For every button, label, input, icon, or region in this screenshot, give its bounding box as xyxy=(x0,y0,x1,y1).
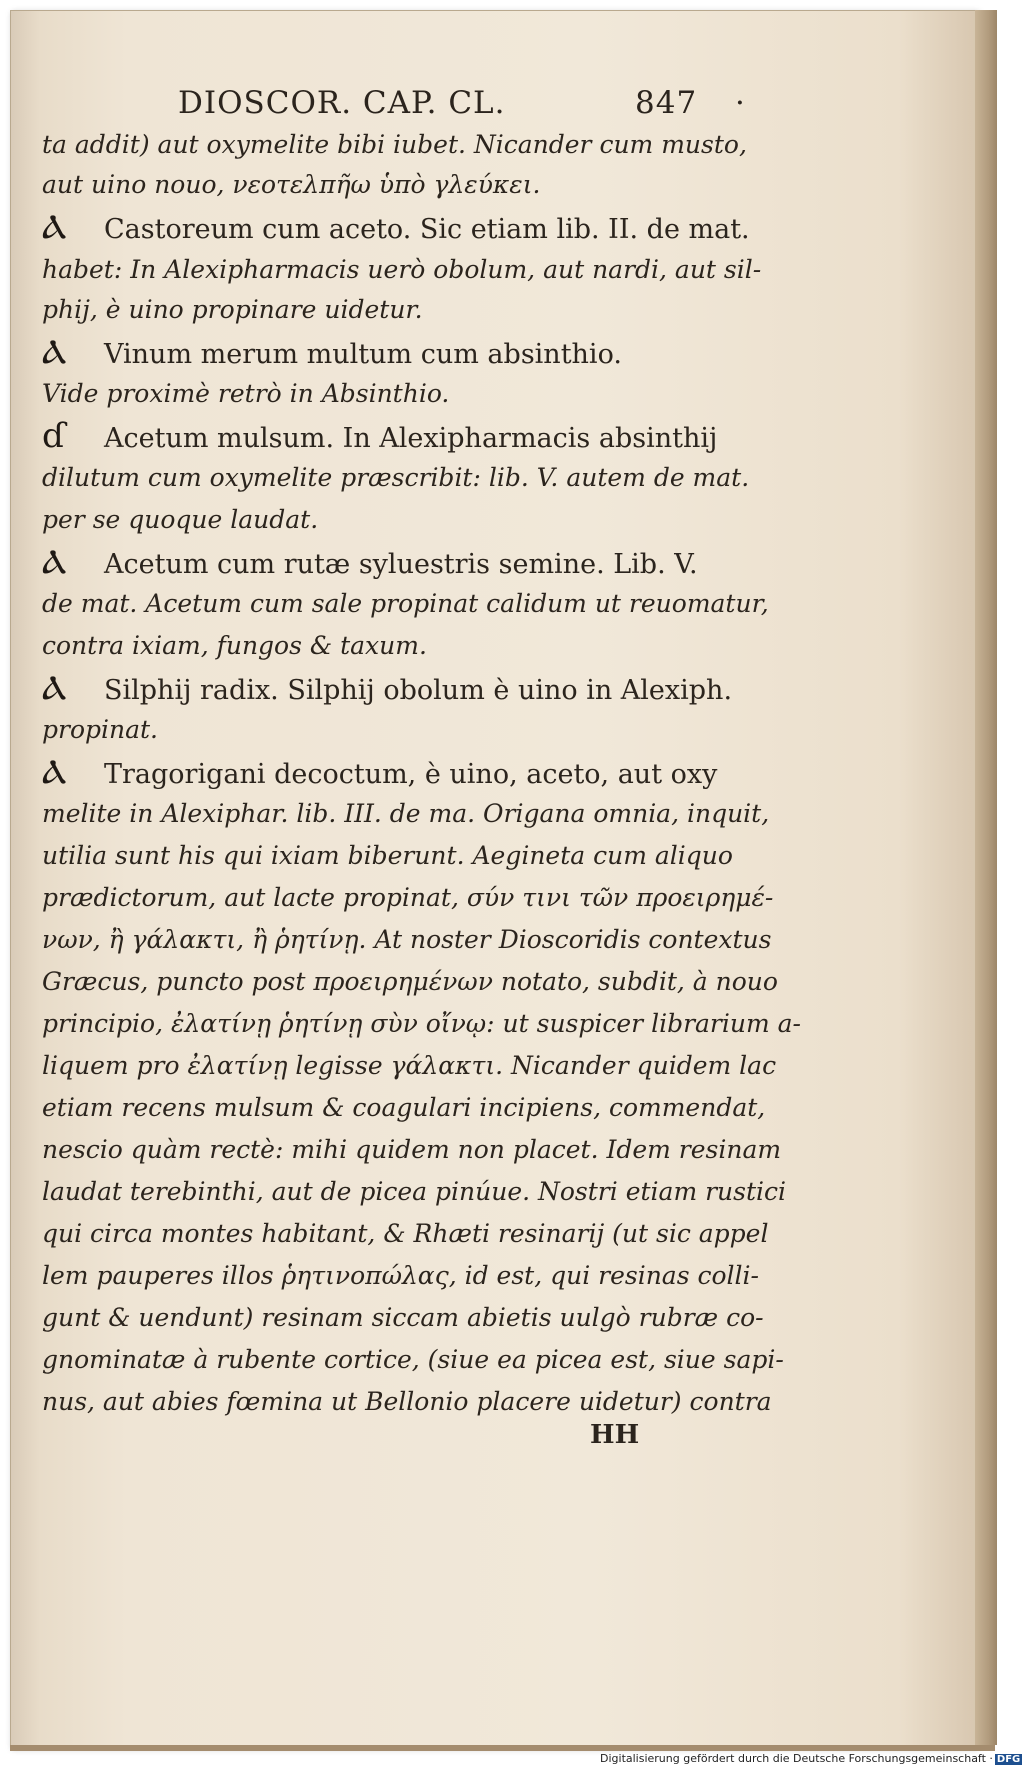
text-line: lem pauperes illos ῥητινοπώλας, id est, qui resinas colli- xyxy=(42,1261,759,1290)
text-line: Græcus, puncto post προειρημένων notato, subdit, à nouo xyxy=(42,967,778,996)
text-line: propinat. xyxy=(42,715,159,744)
entry-vinum: Ⲁ Vinum merum multum cum absinthio. xyxy=(42,332,622,372)
dfg-logo: DFG xyxy=(996,1754,1021,1765)
text-line: gunt & uendunt) resinam siccam abietis uulgò rubræ co- xyxy=(42,1303,764,1332)
text-line: prædictorum, aut lacte propinat, σύν τινι τῶν προειρημέ- xyxy=(42,883,774,912)
digitization-footer xyxy=(600,1752,1021,1768)
paragraph-mark-icon: Ⲁ xyxy=(42,668,67,708)
page-number: 847 xyxy=(635,85,698,121)
page-edge-bottom xyxy=(10,1745,995,1751)
paragraph-mark-icon: Ⲁ xyxy=(42,207,67,247)
text-line: Vide proximè retrò in Absinthio. xyxy=(42,379,450,408)
text-line: per se quoque laudat. xyxy=(42,505,319,534)
entry-acetum-mulsum: ɗ Acetum mulsum. In Alexipharmacis absinthij xyxy=(42,416,718,456)
page-edge-right xyxy=(975,10,997,1745)
text-line: aut uino nouo, νεοτελπῆω ὑπὸ γλεύκει. xyxy=(42,170,541,199)
entry-silphium: Ⲁ Silphij radix. Silphij obolum è uino in Alexiph. xyxy=(42,668,733,708)
text-line: qui circa montes habitant, & Rhæti resinarij (ut sic appel xyxy=(42,1219,769,1248)
paragraph-mark-icon: ɗ xyxy=(42,416,66,456)
text-line: de mat. Acetum cum sale propinat calidum ut reuomatur, xyxy=(42,589,769,618)
text-line: νων, ἢ γάλακτι, ἢ ῥητίνῃ. At noster Dioscoridis contextus xyxy=(42,925,772,954)
text-line: nescio quàm rectè: mihi quidem non placet. Idem resinam xyxy=(42,1135,782,1164)
text-line: melite in Alexiphar. lib. III. de ma. Origana omnia, inquit, xyxy=(42,799,770,828)
text-line: dilutum cum oxymelite præscribit: lib. V. autem de mat. xyxy=(42,463,750,492)
paragraph-mark-icon: Ⲁ xyxy=(42,752,67,792)
entry-castoreum: Ⲁ Castoreum cum aceto. Sic etiam lib. II. de mat. xyxy=(42,207,750,247)
catchword: HH xyxy=(590,1420,640,1450)
text-line: contra ixiam, fungos & taxum. xyxy=(42,631,427,660)
text-line: liquem pro ἐλατίνῃ legisse γάλακτι. Nicander quidem lac xyxy=(42,1051,777,1080)
entry-tragoriganum: Ⲁ Tragorigani decoctum, è uino, aceto, aut oxy xyxy=(42,752,718,792)
text-line: phij, è uino propinare uidetur. xyxy=(42,295,423,324)
text-line: etiam recens mulsum & coagulari incipiens, commendat, xyxy=(42,1093,766,1122)
text-line: nus, aut abies fœmina ut Bellonio placere uidetur) contra xyxy=(42,1387,772,1416)
text-line: ta addit) aut oxymelite bibi iubet. Nicander cum musto, xyxy=(42,130,747,159)
paragraph-mark-icon: Ⲁ xyxy=(42,332,67,372)
entry-acetum-ruta: Ⲁ Acetum cum rutæ syluestris semine. Lib. V. xyxy=(42,542,698,582)
text-line: laudat terebinthi, aut de picea pinúue. Nostri etiam rustici xyxy=(42,1177,787,1206)
running-head: DIOSCOR. CAP. CL. xyxy=(178,85,506,121)
text-line: utilia sunt his qui ixiam biberunt. Aegineta cum aliquo xyxy=(42,841,733,870)
text-line: gnominatæ à rubente cortice, (siue ea picea est, siue sapi- xyxy=(42,1345,784,1374)
paragraph-mark-icon: Ⲁ xyxy=(42,542,67,582)
text-line: principio, ἐλατίνῃ ῥητίνῃ σὺν οἴνῳ: ut suspicer librarium a- xyxy=(42,1009,801,1038)
text-line: habet: In Alexipharmacis uerò obolum, aut nardi, aut sil- xyxy=(42,255,762,284)
footer-text: Digitalisierung gefördert durch die Deutsche Forschungsgemeinschaft · xyxy=(600,1752,993,1765)
header-dot: · xyxy=(735,85,746,121)
